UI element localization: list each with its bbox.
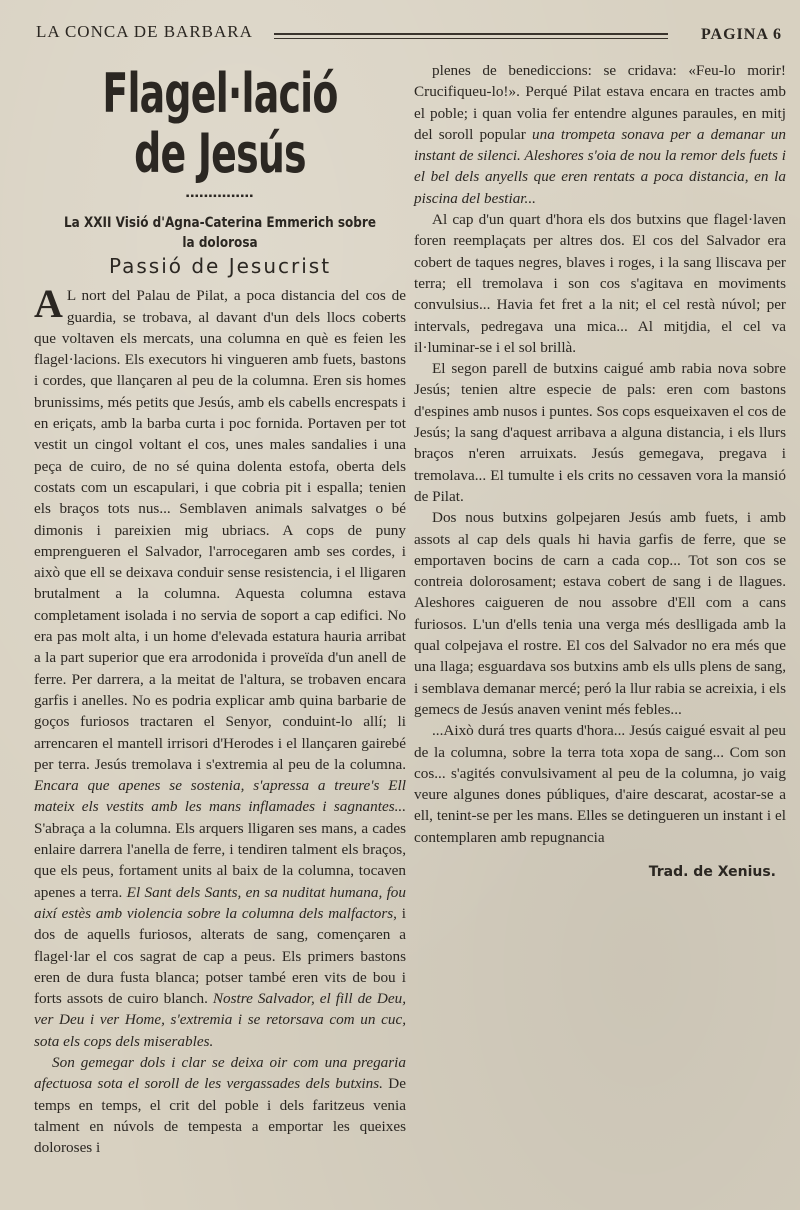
- left-column: [34, 60, 406, 1158]
- text-run: Al cap d'un quart d'hora els dos butxins que flagel·laven foren reemplaçats per altres dos. El cos del Salvador era cobert de taques negres, blaves i roges, i la sang lliscava per terra; ell tremolava i son cos s'agitava en moviments convulsius... Havia fet fret a la nit; el cel restà núvol; per intervals, pedregava una mica... Al mitjdia, el cel va il·luminar-se i el sol brillà.: [414, 211, 786, 356]
- drop-cap: A: [34, 281, 63, 327]
- text-run: L nort del Palau de Pilat, a poca distancia del cos de guardia, se trobava, al davant d'un dels llocs coberts que voltaven els mercats, una columna en què es feien les flagel·lacions. Els executors hi vingueren amb fuets, bastons i cordes, que llançaren al peu de la columna. Eren sis homes brunissims, més petits que Jesús, amb els cabells encrespats i en eriçats, amb la barba curta i poc fornida. Portaven per tot vestit un cingol voltant el cos, unes males sandalies i una peça de cuiro, de no sé quina dolenta estofa, oberta dels costats com un escapulari, i que cobria pit i espalla; tenien els braços tots nus... Semblaven animals salvatges o bé dimonis i pareixien mig ubriacs. A cops de puny emprengueren el Salvador, l'arrocegaren amb ses cordes, i això que ell se deixava conduir sense resistencia, i el lligaren brutalment a la columna. Aquesta columna estava completament isolada i no servia de soport a cap edifici. No era pas molt alta, i un home d'elevada estatura hauria arribat a la part superior que era arrodonida i proveïda d'un anell de ferre. Per darrera, a la meitat de l'altura, se trobaven encara garfis i anelles. No es podria explicar amb quina barbarie de goços furiosos tractaren el Senyor, conduint-lo allí; li arrencaren el mantell irrisori d'Herodes i el llançaren gairebé per terra. Jesús tremolava i s'extremia al peu de la columna.: [34, 287, 406, 773]
- left-body: [34, 281, 406, 1158]
- italic-run: Nostre Salvador, el fill de Deu, ver Deu i ver Home, s'extremia i se retorsava com un cuc, sota els cops dels miserables.: [34, 990, 406, 1050]
- article-subtitle-2: Passió de Jesucrist: [108, 254, 332, 279]
- italic-run: Encara que apenes se sostenia, s'apressa a treure's Ell mateix els vestits amb les mans inflamades i sagnantes...: [34, 777, 406, 816]
- italic-run: El Sant dels Sants, en sa nuditat humana, fou així estès amb violencia sobre la columna dels malfactors: [34, 883, 406, 922]
- right-body: [414, 60, 786, 848]
- right-column: [414, 60, 786, 883]
- text-run: Dos nous butxins golpejaren Jesús amb fuets, i amb assots al cap dels quals hi havia garfis de ferre, que se emportaven bocins de carn a cada cop... Tot son cos se contreia dolorosament; estava cobert de sang i de llagues. Aleshores caigueren de nou assobre d'Ell com a cans furiosos. L'un d'ells tenia una verga més deslligada amb la qual colpejava el rostre. El cos del Salvador no era més que una llaga; esguardava sos butxins amb els ulls plens de sang, i semblava demanar mercé; peró la llur rabia se acreixia, i els gemecs de Jesús anaven venint més febles...: [414, 509, 786, 718]
- page-header: [36, 16, 790, 50]
- text-run: S'abraça a la columna. Els arquers lligaren ses mans, a cades enlaire darrera l'anella de ferre, i tendiren talment els braços, que els peus, fortament units al baix de la columna, tocaven apenes a terra.: [34, 819, 406, 901]
- article-subtitle: La XXII Visió d'Agna-Caterina Emmerich sobre la dolorosa: [63, 215, 377, 252]
- text-run: , i dos de aquells furiosos, alterats de sang, començaren a flagel·lar el cos sagrat de cap a peus. Els primers bastons eren de dura fusta blanca; potser també eren vits de bou i forts assots de cuiro blanch.: [34, 904, 406, 1008]
- text-run: El segon parell de butxins caigué amb rabia nova sobre Jesús; tenien altre especie de pals: eren com bastons d'espines amb nusos i puntes. Sos cops esqueixaven el cos de Jesús; la sang d'aquest arribava a alguna distancia, i els llurs braços n'eren arruixats. Jesús gemegava, pregava i tremolava... El tumulte i els crits no cessaven vora la mansió de Pilat.: [414, 360, 786, 505]
- page-number: PAGINA 6: [700, 26, 782, 43]
- paragraph: [414, 358, 786, 507]
- paragraph: [34, 281, 406, 1052]
- title-ornament: ▪▪▪▪▪▪▪▪▪▪▪▪▪▪▪: [185, 191, 255, 202]
- italic-run: una trompeta sonava per a demanar un instant de silenci. Aleshores s'oia de nou la remor dels fuets i el bel dels anyells que eren rentats a poca distancia, en la piscina del bestiar...: [414, 125, 786, 207]
- text-run: De temps en temps, el crit del poble i dels faritzeus venia talment en núvols de tempesta a emportar les queixes doloroses i: [34, 1075, 406, 1157]
- paragraph: [414, 60, 786, 209]
- article-title: Flagel·lació de Jesús: [102, 62, 338, 185]
- paragraph: [414, 209, 786, 358]
- header-rule: [274, 33, 668, 39]
- text-run: ...Això durá tres quarts d'hora... Jesús caigué esvait al peu de la columna, sobre la terra tota xopa de sang... Com son cos... s'agités convulsivament al peu de la columna, jo vaig veure algunes dones públiques, d'aire descarat, acostar-se a ell, tenint-se per les mans. Elles se detingueren un instant i el contemplaren amb repugnancia: [414, 722, 786, 846]
- publication-name: LA CONCA DE BARBARA: [36, 22, 253, 41]
- text-run: plenes de benediccions: se cridava: «Feu-lo morir! Crucifiqueu-lo!». Perqué Pilat estava encara en tractes amb el poble; i quan volia fer entendre algunes paraules, en mitj del soroll popular: [414, 62, 786, 143]
- italic-run: Son gemegar dols i clar se deixa oir com una pregaria afectuosa sota el soroll de les vergassades dels butxins.: [34, 1053, 406, 1093]
- translator-signature: Trad. de Xenius.: [648, 863, 776, 880]
- paragraph: [414, 507, 786, 720]
- paragraph: [34, 1052, 406, 1158]
- paragraph: [414, 720, 786, 848]
